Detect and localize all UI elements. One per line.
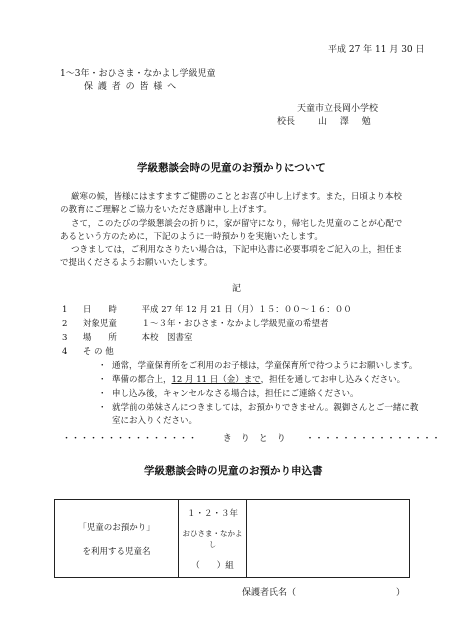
item-value: １～３年・おひさま・なかよし学級児童の希望者 xyxy=(141,319,329,329)
paragraph-line: 厳寒の候，皆様にはますますご健勝のこととお喜び申し上げます。また，日頃より本校 xyxy=(71,192,402,202)
guardian-close: ） xyxy=(396,588,406,598)
paragraph-line: つきましては，ご利用なさりたい場合は，下記申込書に必要事項をご記入の上，担任ま xyxy=(71,245,403,255)
ki-heading: 記 xyxy=(232,284,242,294)
bullet-item: ・ 通常，学童保育所をご利用のお子様は，学童保育所で待つようにお願いします。 xyxy=(98,361,418,371)
bullet-text: 申し込み後，キャンセルなさる場合は，担任にご連絡ください。 xyxy=(112,389,359,399)
cut-line xyxy=(62,433,441,445)
label-line: を利用する児童名 xyxy=(82,546,151,557)
bullet-text: 室にお入りください。 xyxy=(112,416,198,426)
paragraph-line: さて，このたびの学級懇談会の折りに，家が留守になり，帰宅した児童のことが心配で xyxy=(71,219,403,229)
guardian-label: 保護者氏名（ xyxy=(242,588,297,598)
detail-item-other xyxy=(62,347,114,358)
bullet-text: ，担任を通してお申し込みください。 xyxy=(260,375,406,385)
class-blank[interactable]: （ ）組 xyxy=(191,560,234,571)
item-label: そ の 他 xyxy=(82,347,114,357)
guardian-name-field[interactable] xyxy=(307,598,385,599)
school-name: 天童市立長岡小学校 xyxy=(297,104,379,114)
special-class-options: おひさま・なかよし xyxy=(182,528,243,549)
bullet-item xyxy=(98,415,197,428)
principal-title: 校長 xyxy=(277,117,296,127)
grade-options: １・２・３年 xyxy=(186,508,238,519)
item-number: 2 xyxy=(62,319,68,329)
paragraph-line: の教育にご理解とご協力をいただき感謝申し上げます。 xyxy=(60,205,272,215)
item-label: 対象児童 xyxy=(82,319,117,329)
paragraph-line: あるという方のために，下記のように一時預かりを実施いたします。 xyxy=(60,232,323,242)
child-name-label-cell xyxy=(55,500,179,578)
principal-name: 山 澤 勉 xyxy=(318,117,376,127)
item-number: 1 xyxy=(62,305,68,315)
paragraph-line: で提出くださるようお願いいたします。 xyxy=(60,258,213,268)
class-cell xyxy=(179,500,247,578)
detail-item-date xyxy=(62,305,352,316)
bullet-item: ・ 就学前の弟妹さんにつきましては，お預かりできません。親御さんとご一緒に教 xyxy=(98,403,419,413)
cut-dots: ・・・・・・・・・・・・・・・ xyxy=(62,434,198,444)
cut-dots: ・・・・・・・・・・・・・・・ xyxy=(305,434,441,444)
detail-item-target xyxy=(62,319,329,330)
child-name-field[interactable] xyxy=(247,500,410,578)
item-label: 場 所 xyxy=(82,333,117,343)
bullet-text: 通常，学童保育所をご利用のお子様は，学童保育所で待つようにお願いします。 xyxy=(112,361,418,371)
bullet-text: 就学前の弟妹さんにつきましては，お預かりできません。親御さんとご一緒に教 xyxy=(112,403,419,413)
deadline-text: 12 月 11 日（金）まで xyxy=(171,375,261,385)
item-label: 日 時 xyxy=(82,305,117,315)
label-line: 「児童のお預かり」 xyxy=(78,522,155,533)
bullet-item: ・ 準備の都合上，12 月 11 日（金）まで，担任を通してお申し込みください。 xyxy=(98,375,406,385)
recipient-line-2: 保 護 者 の 皆 様 へ xyxy=(84,82,178,92)
date: 平成 27 年 11 月 30 日 xyxy=(328,45,425,55)
application-form xyxy=(54,499,410,578)
recipient-line-1: 1～3年・おひさま・なかよし学級児童 xyxy=(60,69,216,79)
item-number: 4 xyxy=(62,347,68,357)
item-value: 平成 27 年 12 月 21 日（月）１５：００～１６：００ xyxy=(141,305,352,315)
cut-label: き り と り xyxy=(222,434,286,444)
bullet-text: 準備の都合上， xyxy=(112,375,172,385)
form-title: 学級懇談会時の児童のお預かり申込書 xyxy=(144,465,323,477)
bullet-item: ・ 申し込み後，キャンセルなさる場合は，担任にご連絡ください。 xyxy=(98,389,359,399)
detail-item-place xyxy=(62,333,193,344)
item-value: 本校 図書室 xyxy=(141,333,193,343)
notice-title: 学級懇談会時の児童のお預かりについて xyxy=(137,162,326,174)
item-number: 3 xyxy=(62,333,68,343)
